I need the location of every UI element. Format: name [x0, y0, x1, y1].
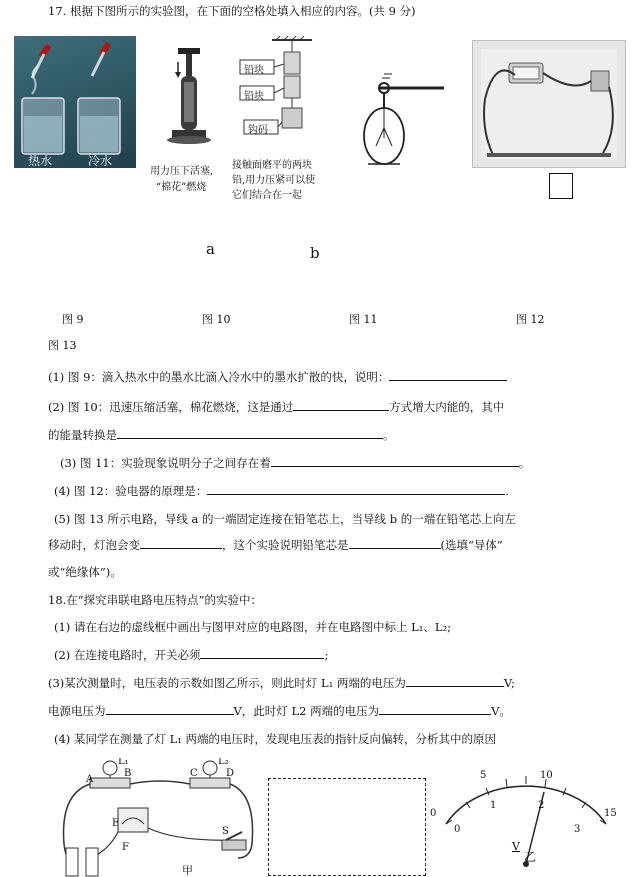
meter-upper-5: 5 — [480, 770, 487, 781]
meter-upper-10: 10 — [540, 770, 553, 781]
circuit-label-a: A — [86, 774, 94, 785]
circuit-label-l2: L₂ — [218, 758, 229, 767]
circuit-label-d: D — [226, 768, 235, 779]
q17-item-5b: 移动时，灯泡会变 ，这个实验说明铅笔芯是 (选填“导体” — [48, 538, 503, 552]
fig-number-12: 图 12 — [516, 313, 545, 326]
label-weight: 钩码 — [248, 125, 268, 136]
circuit-drawing-box[interactable] — [268, 778, 426, 876]
answer-box[interactable] — [549, 173, 573, 199]
label-lead-block-top: 铅块 — [244, 65, 264, 76]
dropper-right-icon — [92, 42, 111, 76]
answer-blank-2a[interactable] — [293, 399, 389, 411]
circuit-label-l1: L₁ — [118, 758, 129, 767]
q18-item-3a: (3)某次测量时，电压表的示数如图乙所示，则此时灯 L₁ 两端的电压为 V; — [48, 676, 515, 690]
electroscope-illustration — [360, 68, 460, 178]
label-a: a — [206, 240, 215, 258]
answer-blank-q18-2[interactable] — [200, 647, 324, 659]
meter-lower-1: 1 — [490, 800, 497, 811]
q18-item-1: (1) 请在右边的虚线框中画出与图甲对应的电路图，并在电路图中标上 L₁、L₂; — [54, 620, 451, 634]
circuit-label-b: B — [124, 768, 132, 779]
q17-item-4: (4) 图 12：验电器的原理是： . — [54, 484, 509, 498]
circuit-label-jia: 甲 — [182, 864, 193, 877]
fig-number-10: 图 10 — [202, 313, 231, 326]
meter-upper-0: 0 — [430, 808, 437, 819]
fig10-caption-1: 用力压下活塞, — [150, 166, 214, 177]
meter-lower-3: 3 — [574, 824, 581, 835]
q18-item-2: (2) 在连接电路时，开关必须 ; — [54, 648, 329, 662]
fig-number-13: 图 13 — [48, 339, 77, 352]
figure-10-piston — [150, 42, 240, 202]
fig11-caption-3: 它们结合在一起 — [232, 190, 302, 201]
answer-blank-q18-3b[interactable] — [106, 703, 234, 715]
dropper-left-icon — [32, 44, 51, 78]
meter-lower-0: 0 — [454, 824, 461, 835]
q17-item-3: (3) 图 11：实验现象说明分子之间存在着 。 — [60, 456, 531, 470]
figure-13-pencil-circuit — [472, 40, 626, 168]
label-lead-block-mid: 铅块 — [244, 91, 264, 102]
meter-label-yi: 乙 — [524, 850, 537, 864]
meter-lower-2: 2 — [538, 800, 545, 811]
pencil-circuit-illustration — [473, 41, 625, 167]
fig11-caption-1: 接触面磨平的两块 — [232, 160, 312, 171]
q17-item-5c: 或“绝缘体”)。 — [48, 565, 122, 579]
answer-blank-q18-3c[interactable] — [379, 703, 491, 715]
q17-item-1: (1) 图 9：滴入热水中的墨水比滴入冷水中的墨水扩散的快，说明： — [48, 369, 507, 385]
beakers-illustration — [14, 36, 136, 168]
figure-11-lead-blocks — [232, 36, 342, 202]
answer-blank-5b[interactable] — [349, 537, 441, 549]
figure-9-beakers — [14, 36, 136, 168]
figure-voltmeter-yi — [426, 764, 626, 874]
meter-unit: V — [512, 840, 520, 853]
piston-illustration — [150, 42, 240, 152]
label-hot-water: 热水 — [28, 154, 53, 168]
answer-blank-4[interactable] — [207, 483, 505, 495]
answer-blank-3[interactable] — [271, 455, 519, 467]
q18-item-4: (4) 某同学在测量了灯 L₁ 两端的电压时，发现电压表的指针反向偏转，分析其中的原因 — [54, 732, 496, 746]
q17-item-2a: (2) 图 10：迅速压缩活塞，棉花燃烧，这是通过 方式增大内能的，其中 — [48, 400, 505, 414]
fig-number-9: 图 9 — [62, 313, 84, 326]
circuit-label-e: E — [112, 818, 120, 829]
fig11-caption-2: 铅,用力压紧可以使 — [232, 175, 316, 186]
q17-title: 17. 根据下图所示的实验图，在下面的空格处填入相应的内容。(共 9 分) — [48, 4, 416, 18]
q18-item-3b: 电源电压为 V，此时灯 L2 两端的电压为 V。 — [48, 704, 511, 718]
circuit-label-s: S — [222, 826, 229, 837]
answer-blank-5a[interactable] — [140, 537, 222, 549]
figure-circuit-jia — [46, 758, 260, 877]
meter-upper-15: 15 — [604, 808, 617, 819]
label-cold-water: 冷水 — [88, 154, 113, 168]
label-b: b — [310, 244, 320, 262]
q18-title: 18.在“探究串联电路电压特点”的实验中： — [48, 593, 263, 607]
q17-item-5a: (5) 图 13 所示电路，导线 a 的一端固定连接在铅笔芯上，当导线 b 的一端在铅笔芯上向左 — [54, 512, 516, 526]
circuit-label-c: C — [190, 768, 198, 779]
figure-12-electroscope — [360, 68, 460, 178]
fig10-caption-2: “棉花”燃烧 — [156, 182, 207, 193]
circuit-label-f: F — [122, 842, 129, 853]
answer-blank-1[interactable] — [389, 369, 507, 381]
q17-item-2b: 的能量转换是 。 — [48, 428, 395, 442]
fig-number-11: 图 11 — [349, 313, 378, 326]
answer-blank-q18-3a[interactable] — [406, 675, 504, 687]
answer-blank-2b[interactable] — [117, 427, 383, 439]
